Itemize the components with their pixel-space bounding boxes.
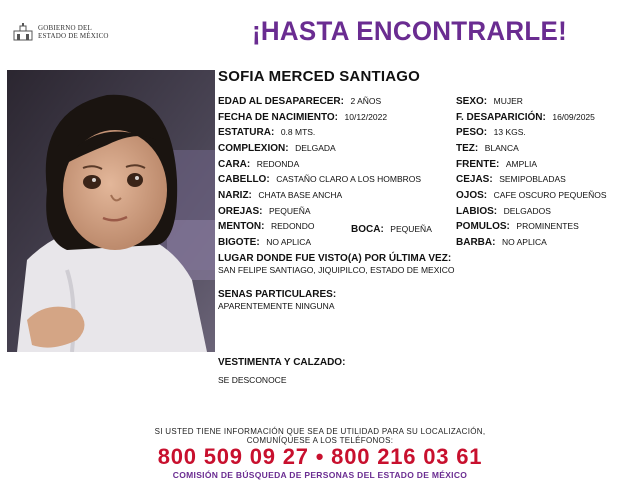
field-sexo-label: SEXO: xyxy=(456,96,488,107)
field-edad-label: EDAD AL DESAPARECER: xyxy=(218,96,344,107)
footer-note-line-1: SI USTED TIENE INFORMACIÓN QUE SEA DE UTILIDAD PARA SU LOCALIZACIÓN, xyxy=(154,427,486,436)
field-cejas-label: CEJAS: xyxy=(456,174,493,185)
logo-text xyxy=(38,24,109,40)
field-cejas xyxy=(456,173,566,186)
field-boca-value: PEQUEÑA xyxy=(390,224,432,234)
last-seen-section xyxy=(218,253,454,275)
field-peso-label: PESO: xyxy=(456,127,488,138)
field-boca xyxy=(351,223,432,236)
field-nariz xyxy=(218,189,342,202)
clothing-label: VESTIMENTA Y CALZADO: xyxy=(218,357,346,368)
field-sexo xyxy=(456,95,523,108)
field-estatura-label: ESTATURA: xyxy=(218,127,275,138)
field-estatura-value: 0.8 MTS. xyxy=(280,127,316,137)
field-pomulos-value: PROMINENTES xyxy=(516,221,579,231)
field-peso xyxy=(456,126,526,139)
field-ojos-value: CAFE OSCURO PEQUEÑOS xyxy=(493,190,607,200)
government-logo xyxy=(12,22,109,42)
field-nacimiento-value: 10/12/2022 xyxy=(344,112,388,122)
distinguishing-marks-section xyxy=(218,289,336,311)
field-pomulos-label: POMULOS: xyxy=(456,221,510,232)
field-cejas-value: SEMIPOBLADAS xyxy=(499,174,566,184)
field-labios-value: DELGADOS xyxy=(503,206,551,216)
field-nariz-label: NARIZ: xyxy=(218,190,252,201)
field-cara-label: CARA: xyxy=(218,159,251,170)
clothing-value: SE DESCONOCE xyxy=(218,375,287,385)
logo-line-1: GOBIERNO DEL xyxy=(38,24,92,32)
footer-note-line-2: COMUNÍQUESE A LOS TELÉFONOS: xyxy=(246,436,394,445)
field-estatura xyxy=(218,126,315,139)
field-nariz-value: CHATA BASE ANCHA xyxy=(258,190,343,200)
field-ojos xyxy=(456,189,607,202)
commission-name: COMISIÓN DE BÚSQUEDA DE PERSONAS DEL ESTADO DE MÉXICO xyxy=(172,470,468,480)
field-edad xyxy=(218,95,381,108)
phone-separator: • xyxy=(315,444,325,469)
field-cara-value: REDONDA xyxy=(256,159,300,169)
field-barba-value: NO APLICA xyxy=(501,237,547,247)
phone-number-1[interactable]: 800 509 09 27 xyxy=(157,444,309,469)
field-desaparicion-label: F. DESAPARICIÓN: xyxy=(456,112,546,123)
field-tez-label: TEZ: xyxy=(456,143,479,154)
field-cabello-value: CASTAÑO CLARO A LOS HOMBROS xyxy=(276,174,422,184)
distinguishing-marks-label: SENAS PARTICULARES: xyxy=(218,289,337,300)
field-complexion-value: DELGADA xyxy=(295,143,336,153)
field-barba xyxy=(456,236,547,249)
clothing-section xyxy=(218,356,349,369)
field-desaparicion xyxy=(456,111,595,124)
field-complexion xyxy=(218,142,336,155)
field-bigote-label: BIGOTE: xyxy=(218,237,260,248)
field-ojos-label: OJOS: xyxy=(456,190,488,201)
phone-numbers xyxy=(0,444,640,470)
field-frente-label: FRENTE: xyxy=(456,159,500,170)
field-edad-value: 2 AÑOS xyxy=(350,96,382,106)
missing-person-photo xyxy=(7,70,215,352)
field-nacimiento xyxy=(218,111,387,124)
last-seen-label: LUGAR DONDE FUE VISTO(A) POR ÚLTIMA VEZ: xyxy=(218,253,452,264)
field-desaparicion-value: 16/09/2025 xyxy=(552,112,595,122)
field-cabello xyxy=(218,173,421,186)
field-sexo-value: MUJER xyxy=(493,96,523,106)
field-nacimiento-label: FECHA DE NACIMIENTO: xyxy=(218,112,338,123)
field-menton xyxy=(218,220,314,233)
phone-number-2[interactable]: 800 216 03 61 xyxy=(331,444,483,469)
field-labios xyxy=(456,205,551,218)
field-complexion-label: COMPLEXION: xyxy=(218,143,289,154)
field-menton-label: MENTON: xyxy=(218,221,265,232)
field-cabello-label: CABELLO: xyxy=(218,174,270,185)
field-menton-value: REDONDO xyxy=(271,221,315,231)
logo-line-2: ESTADO DE MÉXICO xyxy=(38,32,109,40)
field-pomulos xyxy=(456,220,579,233)
headline: ¡HASTA ENCONTRARLE! xyxy=(252,16,568,46)
field-tez-value: BLANCA xyxy=(484,143,519,153)
state-emblem-icon xyxy=(12,22,34,42)
field-orejas xyxy=(218,205,311,218)
distinguishing-marks-value: APARENTEMENTE NINGUNA xyxy=(218,301,335,311)
field-labios-label: LABIOS: xyxy=(456,206,498,217)
field-cara xyxy=(218,158,299,171)
field-boca-label: BOCA: xyxy=(351,224,384,235)
last-seen-value: SAN FELIPE SANTIAGO, JIQUIPILCO, ESTADO DE MEXICO xyxy=(218,265,455,275)
field-frente xyxy=(456,158,537,171)
field-barba-label: BARBA: xyxy=(456,237,496,248)
child-portrait-image xyxy=(7,70,215,352)
field-bigote xyxy=(218,236,311,249)
field-frente-value: AMPLIA xyxy=(505,159,538,169)
person-name: SOFIA MERCED SANTIAGO xyxy=(218,68,420,85)
field-peso-value: 13 KGS. xyxy=(493,127,526,137)
field-tez xyxy=(456,142,519,155)
field-orejas-label: OREJAS: xyxy=(218,206,263,217)
field-bigote-value: NO APLICA xyxy=(266,237,312,247)
field-orejas-value: PEQUEÑA xyxy=(268,206,311,216)
